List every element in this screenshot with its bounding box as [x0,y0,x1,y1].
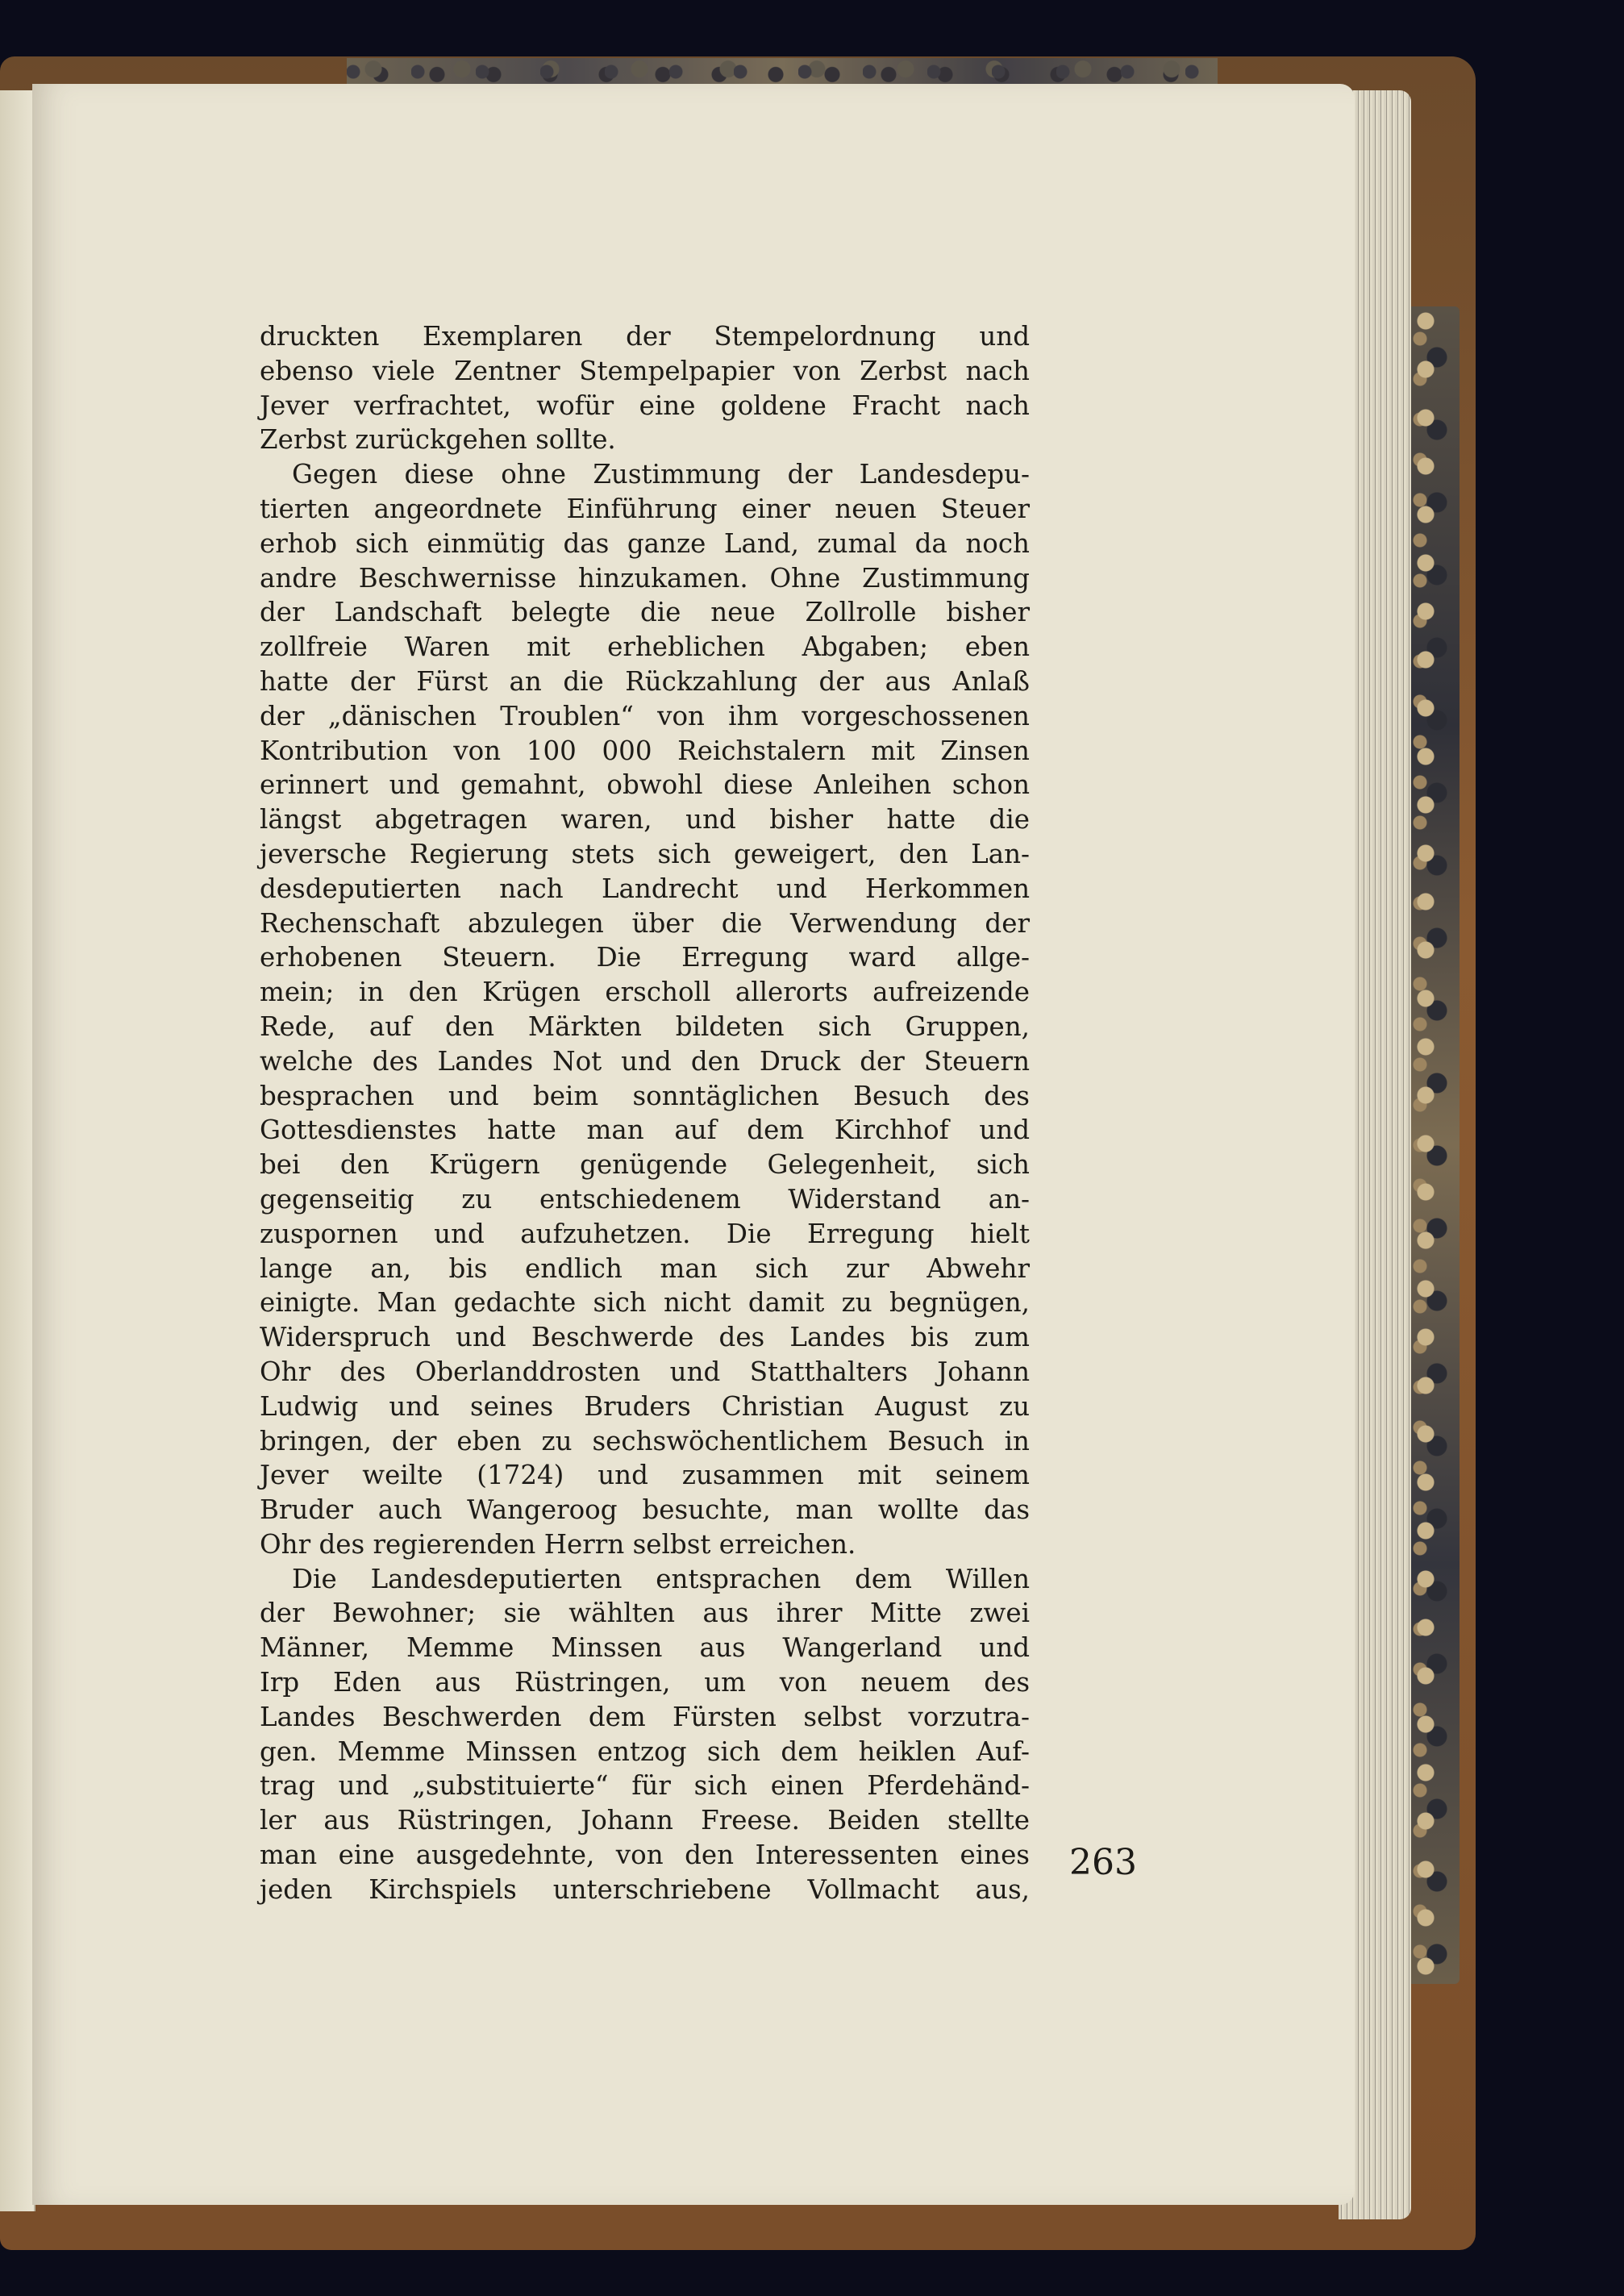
text-line: besprachen und beim sonntäglichen Besuch des [260,1080,1030,1111]
marbled-edge-top [347,58,1218,85]
body-text [260,319,1030,1907]
facing-page-edge [0,90,35,2211]
text-line: Irp Eden aus Rüstringen, um von neuem des [260,1667,1030,1698]
text-line: gen. Memme Minssen entzog sich dem heiklen Auf- [260,1736,1030,1767]
text-line: tierten angeordnete Einführung einer neuen Steuer [260,493,1030,524]
text-line: zollfreie Waren mit erheblichen Abgaben; eben [260,631,1030,663]
text-line: Widerspruch und Beschwerde des Landes bis zum [260,1322,1030,1353]
text-line: erinnert und gemahnt, obwohl diese Anleihen schon [260,769,1030,801]
text-line: Kontribution von 100 000 Reichstalern mit Zinsen [260,735,1030,766]
text-line: ebenso viele Zentner Stempelpapier von Zerbst nach [260,355,1030,386]
text-line: man eine ausgedehnte, von den Interessenten eines [260,1840,1030,1871]
page-number: 263 [1069,1842,1137,1883]
text-line: desdeputierten nach Landrecht und Herkommen [260,873,1030,904]
text-line: Jever weilte (1724) und zusammen mit seinem [260,1460,1030,1491]
text-line: längst abgetragen waren, und bisher hatte die [260,804,1030,835]
text-line: druckten Exemplaren der Stempelordnung und [260,321,1030,352]
text-line: Rechenschaft abzulegen über die Verwendung der [260,907,1030,939]
text-line: andre Beschwernisse hinzukamen. Ohne Zustimmung [260,562,1030,594]
text-line: Die Landesdeputierten entsprachen dem Willen [292,1563,1030,1594]
text-line: welche des Landes Not und den Druck der Steuern [260,1045,1030,1077]
text-line: der Landschaft belegte die neue Zollrolle bisher [260,597,1030,628]
text-line: ler aus Rüstringen, Johann Freese. Beiden stellte [260,1805,1030,1836]
text-line: gegenseitig zu entschiedenem Widerstand an- [260,1183,1030,1215]
text-line: Rede, auf den Märkten bildeten sich Gruppen, [260,1010,1030,1042]
text-line: mein; in den Krügen erscholl allerorts aufreizende [260,977,1030,1008]
text-line: Zerbst zurückgehen sollte. [260,424,616,456]
text-line: einigte. Man gedachte sich nicht damit zu begnügen, [260,1287,1030,1319]
text-line: Gottesdienstes hatte man auf dem Kirchhof und [260,1115,1030,1146]
text-line: trag und „substituierte“ für sich einen Pferdehänd- [260,1770,1030,1802]
text-line: Männer, Memme Minssen aus Wangerland und [260,1632,1030,1664]
text-line: bringen, der eben zu sechswöchentlichem Besuch in [260,1425,1030,1456]
marbled-edge-right [1403,306,1460,1984]
text-line: bei den Krügern genügende Gelegenheit, sich [260,1149,1030,1181]
text-line: Gegen diese ohne Zustimmung der Landesdepu- [292,459,1030,490]
text-line: erhobenen Steuern. Die Erregung ward allge- [260,942,1030,973]
text-line: der Bewohner; sie wählten aus ihrer Mitte zwei [260,1598,1030,1629]
text-line: erhob sich einmütig das ganze Land, zumal da noch [260,527,1030,559]
text-line: Ohr des regierenden Herrn selbst erreichen. [260,1528,856,1560]
text-line: Bruder auch Wangeroog besuchte, man wollte das [260,1494,1030,1526]
text-line: der „dänischen Troublen“ von ihm vorgeschossenen [260,700,1030,731]
text-line: lange an, bis endlich man sich zur Abwehr [260,1252,1030,1284]
text-line: hatte der Fürst an die Rückzahlung der aus Anlaß [260,665,1030,697]
text-line: Ludwig und seines Bruders Christian August zu [260,1390,1030,1422]
text-line: zuspornen und aufzuhetzen. Die Erregung hielt [260,1218,1030,1249]
text-line: Jever verfrachtet, wofür eine goldene Fracht nach [260,390,1030,421]
text-line: Landes Beschwerden dem Fürsten selbst vorzutra- [260,1701,1030,1732]
text-line: jeversche Regierung stets sich geweigert, den Lan- [260,838,1030,869]
text-line: Ohr des Oberlanddrosten und Statthalters Johann [260,1356,1030,1387]
text-line: jeden Kirchspiels unterschriebene Vollmacht aus, [260,1873,1030,1905]
